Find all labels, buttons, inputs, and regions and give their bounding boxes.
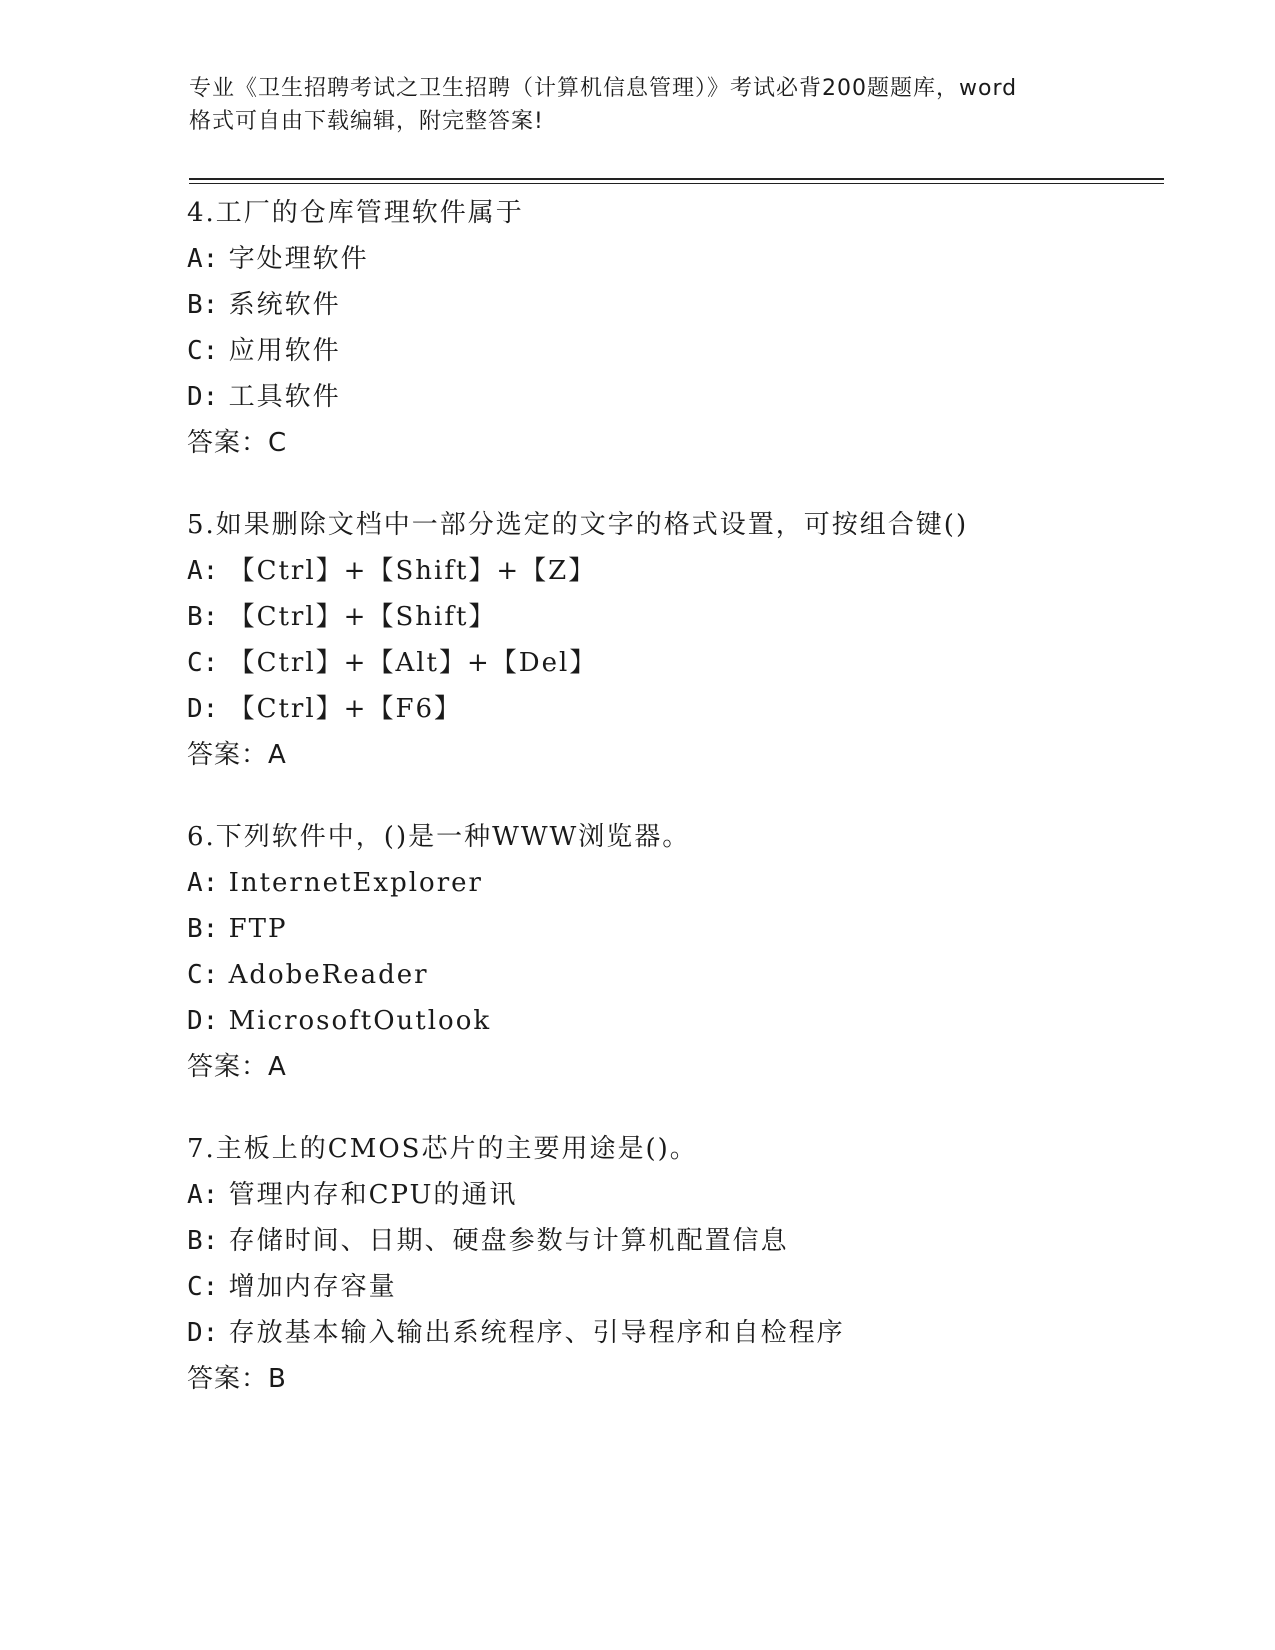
answer-line: 答案：B [187,1364,287,1394]
option-b [187,1218,1187,1264]
option-letter: C: [187,336,219,366]
option-letter: D: [187,382,219,412]
option-letter: A: [187,556,219,586]
question-title: 7.主板上的CMOS芯片的主要用途是()。 [187,1134,698,1164]
answer-line: 答案：A [187,1052,287,1082]
option-letter: D: [187,694,219,724]
question-5 [187,502,1187,778]
option-text: AdobeReader [218,960,429,990]
option-text: 管理内存和CPU的通讯 [218,1180,518,1210]
header-line-2: 格式可自由下载编辑，附完整答案! [189,109,544,134]
option-text: 【Ctrl】+【Alt】+【Del】 [218,648,598,678]
option-d [187,374,1187,420]
option-text: 增加内存容量 [218,1272,397,1302]
option-text: 【Ctrl】+【Shift】+【Z】 [218,556,597,586]
option-d [187,1310,1187,1356]
option-letter: A: [187,868,219,898]
option-letter: B: [187,602,219,632]
question-list [187,190,1187,1438]
option-letter: B: [187,1226,219,1256]
option-text: 存储时间、日期、硬盘参数与计算机配置信息 [218,1226,789,1256]
document-header [189,72,1109,138]
option-text: 【Ctrl】+【F6】 [218,694,463,724]
option-text: 【Ctrl】+【Shift】 [218,602,497,632]
question-title: 5.如果删除文档中一部分选定的文字的格式设置，可按组合键() [187,510,969,540]
option-b [187,594,1187,640]
question-7 [187,1126,1187,1402]
header-divider-thick [189,178,1164,180]
question-title: 6.下列软件中，()是一种WWW浏览器。 [187,822,691,852]
option-a [187,1172,1187,1218]
option-text: 字处理软件 [218,244,369,274]
option-text: InternetExplorer [218,868,483,898]
option-letter: A: [187,1180,219,1210]
answer-line: 答案：C [187,428,288,458]
option-a [187,860,1187,906]
option-c [187,952,1187,998]
option-letter: C: [187,648,219,678]
option-b [187,282,1187,328]
option-letter: B: [187,914,219,944]
option-letter: C: [187,1272,219,1302]
option-letter: D: [187,1318,219,1348]
option-c [187,328,1187,374]
header-line-1: 专业《卫生招聘考试之卫生招聘（计算机信息管理）》考试必背200题题库，word [189,76,1018,101]
question-4 [187,190,1187,466]
option-a [187,548,1187,594]
option-text: 工具软件 [218,382,341,412]
option-d [187,686,1187,732]
option-c [187,640,1187,686]
option-text: 存放基本输入输出系统程序、引导程序和自检程序 [218,1318,845,1348]
question-title: 4.工厂的仓库管理软件属于 [187,198,524,228]
option-text: 系统软件 [218,290,341,320]
option-letter: C: [187,960,219,990]
question-6 [187,814,1187,1090]
option-b [187,906,1187,952]
option-d [187,998,1187,1044]
option-text: MicrosoftOutlook [218,1006,492,1036]
answer-line: 答案：A [187,740,287,770]
option-c [187,1264,1187,1310]
option-text: FTP [218,914,288,944]
option-letter: B: [187,290,219,320]
option-letter: A: [187,244,219,274]
option-letter: D: [187,1006,219,1036]
option-text: 应用软件 [218,336,341,366]
header-divider-thin [189,183,1164,184]
option-a [187,236,1187,282]
